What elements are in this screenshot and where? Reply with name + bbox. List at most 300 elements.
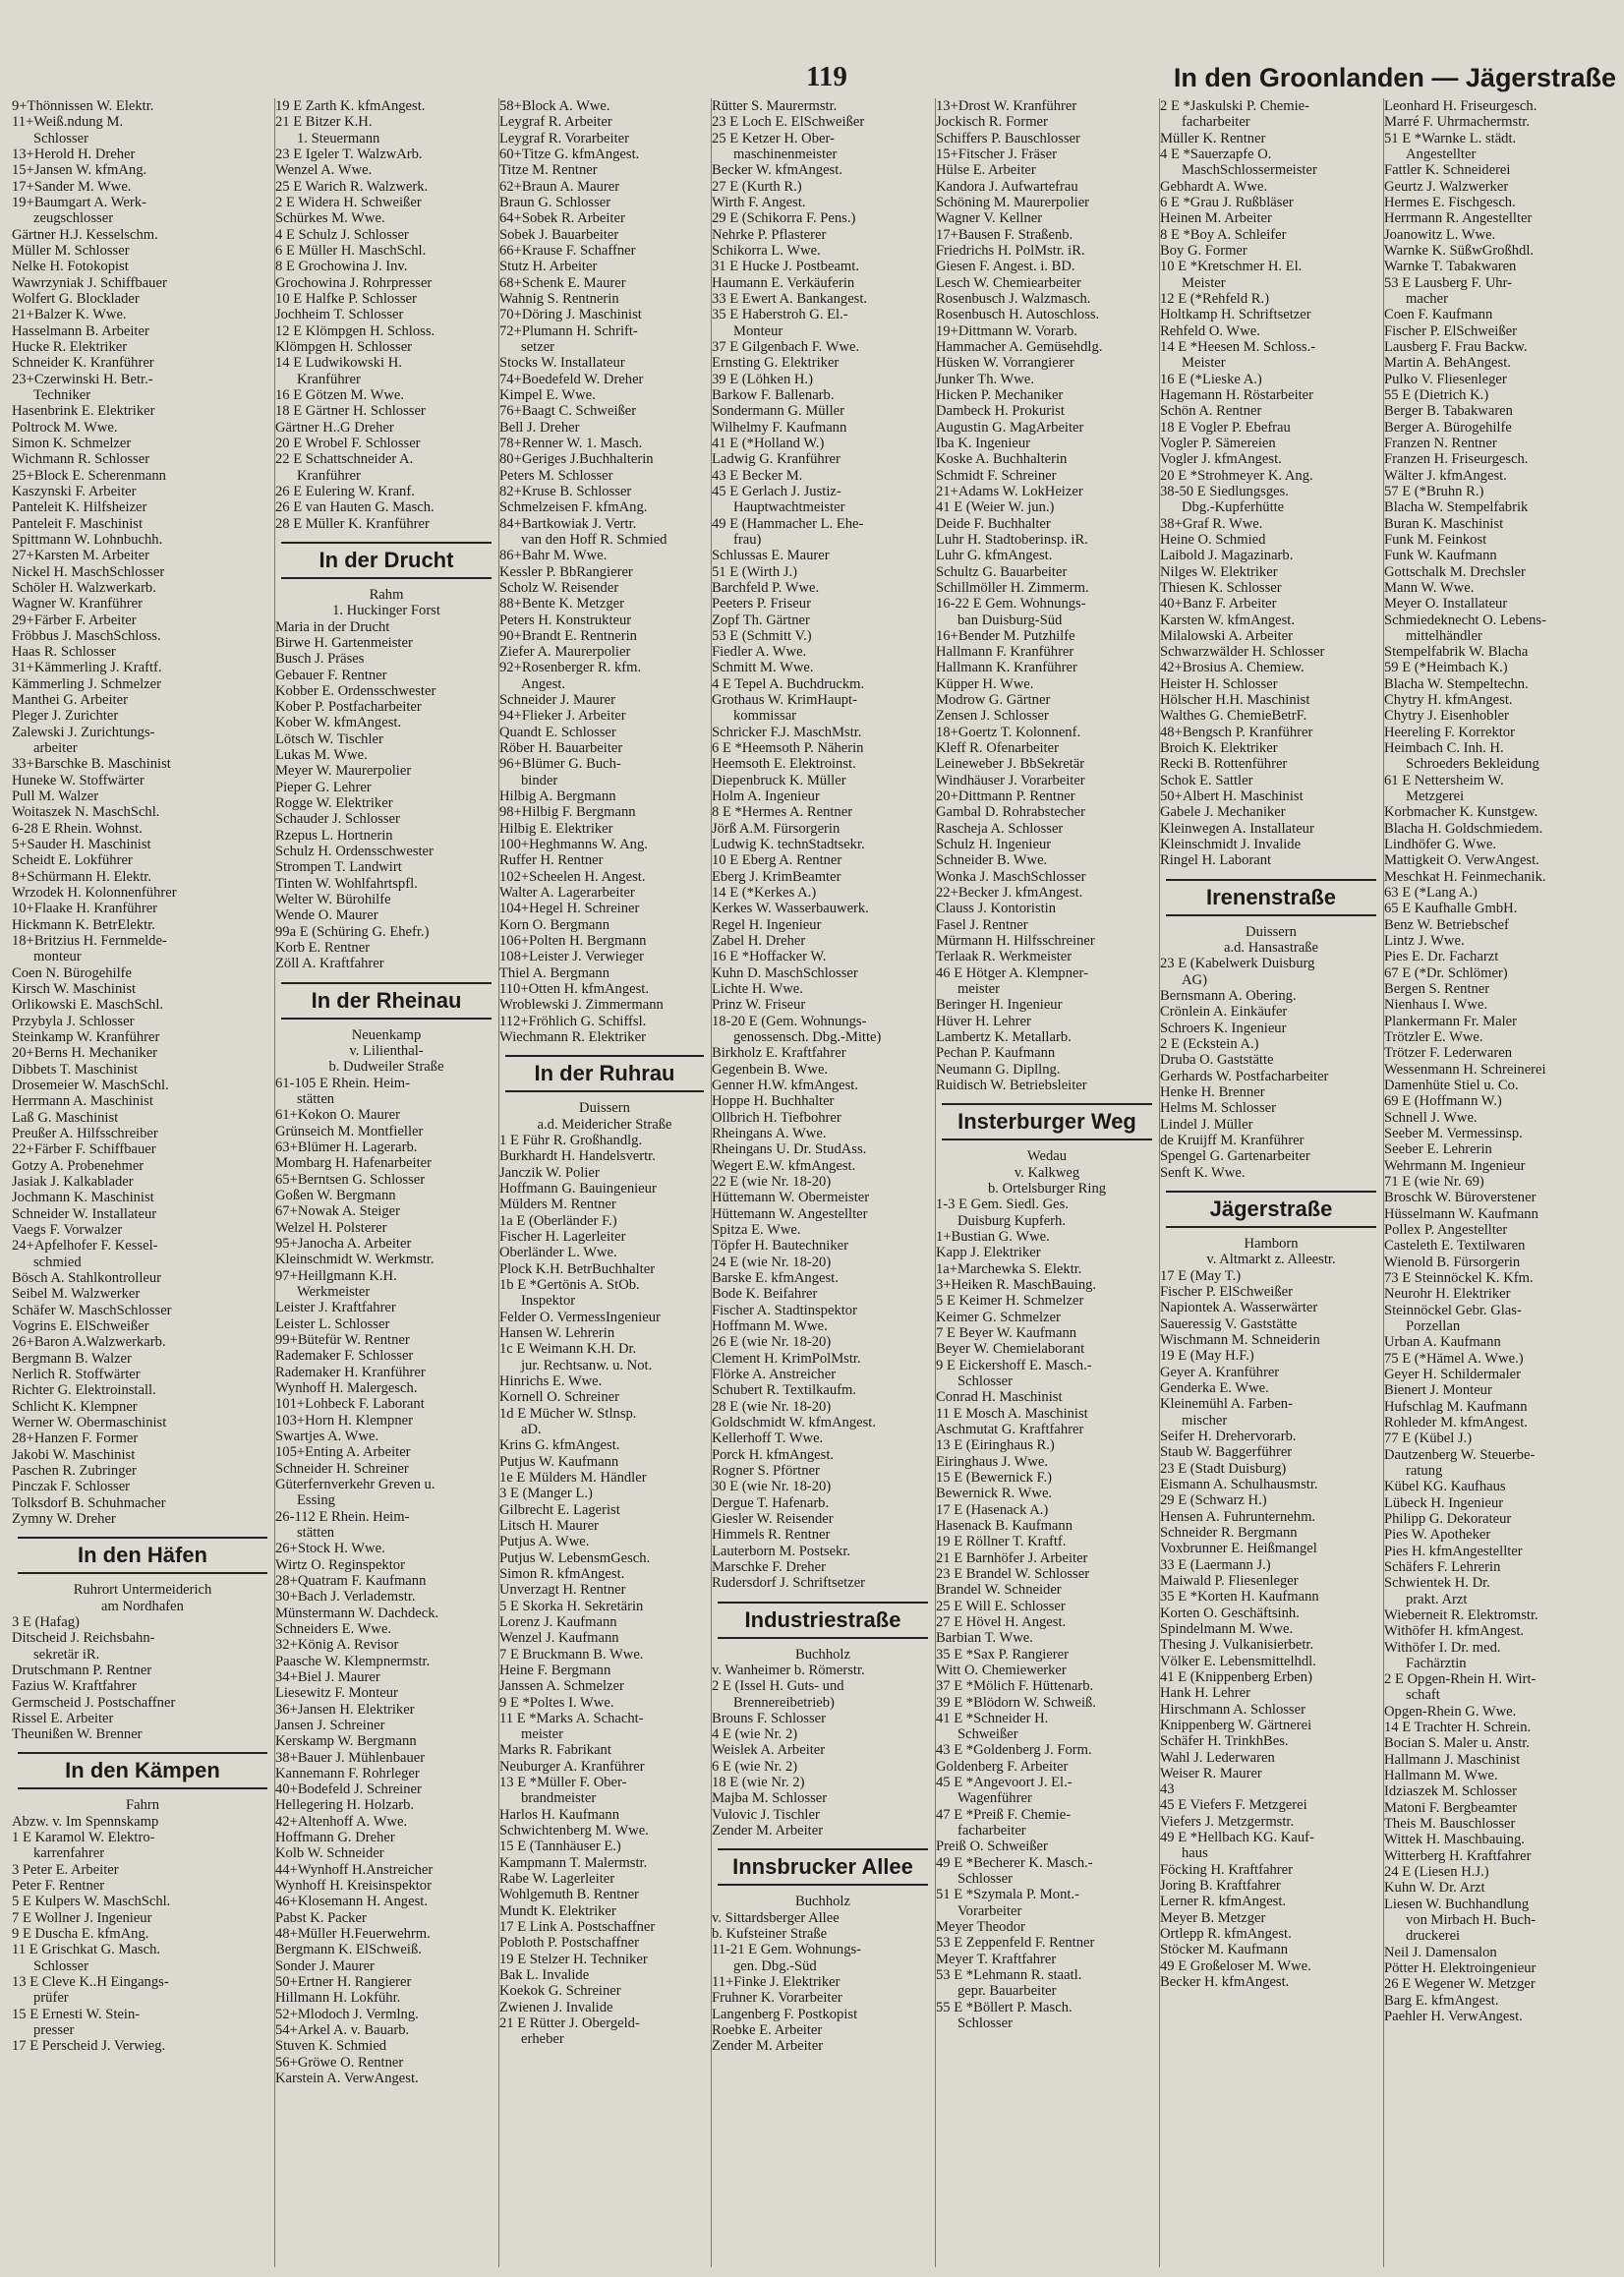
resident-entry: 37 E *Mölich F. Hüttenarb. [936,1678,1094,1695]
resident-entry: Wehrmann M. Ingenieur [1384,1157,1526,1174]
resident-entry: 24 E (wie Nr. 18-20) [712,1254,832,1270]
resident-entry: Eberg J. KrimBeamter [712,868,841,885]
resident-entry: Poltrock M. Wwe. [12,419,118,436]
resident-entry: 19 E Stelzer H. Techniker [499,1951,648,1967]
resident-entry: Karsten W. kfmAngest. [1160,612,1296,628]
resident-entry: Pieper G. Lehrer [275,779,372,795]
resident-entry: Barg E. kfmAngest. [1384,1992,1499,2009]
resident-entry: Preußer A. Hilfsschreiber [12,1126,158,1141]
entry-continuation: Schweißer [957,1726,1018,1743]
resident-entry: Schok E. Sattler [1160,772,1253,788]
resident-entry: Lintz J. Wwe. [1384,933,1465,950]
resident-entry: Deide F. Buchhalter [936,515,1051,532]
resident-entry: 16 E Götzen M. Wwe. [275,386,405,403]
resident-entry: Holtkamp H. Schriftsetzer [1160,307,1311,323]
resident-entry: 75 E (*Hämel A. Wwe.) [1384,1350,1524,1367]
resident-entry: 5 E Keimer H. Schmelzer [936,1293,1084,1310]
resident-entry: Braun G. Schlosser [499,194,611,210]
resident-entry: 67 E (*Dr. Schlömer) [1384,964,1508,981]
resident-entry: 15+Fitscher J. Fräser [936,146,1057,162]
resident-entry: 45 E Viefers F. Metzgerei [1160,1797,1307,1814]
resident-entry: Eismann A. Schulhausmstr. [1160,1476,1318,1492]
resident-entry: Ruidisch W. Betriebsleiter [936,1078,1087,1094]
resident-entry: Rabe W. Lagerleiter [499,1871,615,1888]
resident-entry: Haas R. Schlosser [12,644,116,661]
street-location: Buchholz [795,1894,850,1910]
resident-entry: Milalowski A. Arbeiter [1160,627,1293,644]
resident-entry: 19 E (May H.F.) [1160,1348,1254,1365]
street-location: v. Kalkweg [1014,1164,1080,1181]
resident-entry: 106+Polten H. Bergmann [499,933,647,950]
resident-entry: Heine O. Schmied [1160,531,1266,548]
resident-entry: 10 E Eberg A. Rentner [712,852,842,869]
resident-entry: Rudersdorf J. Schriftsetzer [712,1575,866,1592]
resident-entry: Gärtner H..G Dreher [275,419,394,436]
resident-entry: Welter W. Bürohilfe [275,892,391,908]
resident-entry: Druba O. Gaststätte [1160,1052,1274,1069]
entry-continuation: Schlosser [957,2015,1013,2032]
resident-entry: 23 E Loch E. ElSchweißer [712,114,865,131]
resident-entry: 57 E (*Bruhn R.) [1384,483,1484,499]
resident-entry: Giesen F. Angest. i. BD. [936,259,1075,275]
resident-entry: 22 E Schattschneider A. [275,451,414,468]
resident-entry: Heereling F. Korrektor [1384,724,1515,740]
resident-entry: 69 E (Hoffmann W.) [1384,1093,1502,1110]
column-5 [936,98,1158,2267]
resident-entry: 49 E (Hammacher L. Ehe- [712,515,864,532]
resident-entry: 16-22 E Gem. Wohnungs- [936,596,1086,613]
resident-entry: Hasenbrink E. Elektriker [12,403,155,420]
resident-entry: 49 E *Becherer K. Masch.- [936,1854,1093,1871]
street-location: Buchholz [795,1646,850,1663]
resident-entry: Voxbrunner E. Heißmangel [1160,1541,1317,1557]
resident-entry: Pabst K. Packer [275,1909,367,1926]
resident-entry: Marré F. Uhrmachermstr. [1384,114,1530,131]
resident-entry: 19 E Röllner T. Kraftf. [936,1534,1067,1550]
resident-entry: Iba K. Ingenieur [936,435,1031,451]
resident-entry: Rissel E. Arbeiter [12,1710,114,1726]
entry-continuation: setzer [521,338,555,355]
resident-entry: Lausberg F. Frau Backw. [1384,338,1528,355]
resident-entry: Strompen T. Landwirt [275,859,402,876]
resident-entry: 61-105 E Rhein. Heim- [275,1075,410,1091]
resident-entry: Berger B. Tabakwaren [1384,403,1513,420]
resident-entry: 35 E *Korten H. Kaufmann [1160,1589,1319,1606]
resident-entry: Fischer A. Stadtinspektor [712,1302,857,1318]
resident-entry: 20 E Wrobel F. Schlosser [275,435,421,451]
resident-entry: Schäfers F. Lehrerin [1384,1558,1501,1575]
street-heading: In der Rheinau [281,982,492,1020]
entry-continuation: facharbeiter [957,1823,1026,1839]
resident-entry: Wagner V. Kellner [936,210,1043,227]
resident-entry: 14 E (*Kerkes A.) [712,885,817,902]
resident-entry: Peters H. Konstrukteur [499,612,632,628]
resident-entry: Peeters P. Friseur [712,596,811,613]
resident-entry: Scheidt E. Lokführer [12,852,133,869]
entry-continuation: stätten [297,1091,335,1108]
entry-continuation: ban Duisburg-Süd [957,612,1063,628]
resident-entry: Hüsselmann W. Kaufmann [1384,1205,1538,1222]
resident-entry: Thesing J. Vulkanisierbetr. [1160,1637,1314,1654]
resident-entry: Swartjes A. Wwe. [275,1428,379,1444]
resident-entry: 60+Titze G. kfmAngest. [499,146,640,162]
entry-continuation: sekretär iR. [33,1646,100,1663]
resident-entry: Orlikowski E. MaschSchl. [12,997,164,1014]
resident-entry: Schön A. Rentner [1160,403,1262,420]
resident-entry: Dautzenberg W. Steuerbe- [1384,1446,1536,1463]
resident-entry: 33+Barschke B. Maschinist [12,756,171,773]
resident-entry: Bocian S. Maler u. Anstr. [1384,1735,1530,1752]
resident-entry: Sondermann G. Müller [712,403,844,420]
resident-entry: Vogler P. Sämereien [1160,435,1276,451]
resident-entry: 11-21 E Gem. Wohnungs- [712,1942,862,1958]
resident-entry: Rademaker H. Kranführer [275,1364,426,1380]
resident-entry: 2 E (Eckstein A.) [1160,1036,1259,1053]
resident-entry: Benz W. Betriebschef [1384,916,1509,933]
resident-entry: 18 E (wie Nr. 2) [712,1775,805,1791]
resident-entry: Hölscher H.H. Maschinist [1160,692,1310,709]
resident-entry: Zalewski J. Zurichtungs- [12,724,155,740]
resident-entry: Gebauer F. Rentner [275,667,387,683]
resident-entry: Leonhard H. Friseurgesch. [1384,98,1537,114]
resident-entry: 15 E (Tannhäuser E.) [499,1839,621,1855]
resident-entry: Rheingans A. Wwe. [712,1126,827,1141]
entry-continuation: frau) [733,531,762,548]
resident-entry: 80+Geriges J.Buchhalterin [499,451,654,468]
resident-entry: Rütter S. Maurermstr. [712,98,838,114]
resident-entry: Gambal D. Rohrabstecher [936,804,1085,821]
resident-entry: Kolb W. Schneider [275,1845,384,1862]
resident-entry: 3 E (Hafag) [12,1613,80,1630]
resident-entry: Neuburger A. Kranführer [499,1758,645,1775]
resident-entry: Withöfer I. Dr. med. [1384,1639,1501,1656]
resident-entry: Busch J. Präses [275,651,365,668]
entry-continuation: genossensch. Dbg.-Mitte) [733,1029,882,1046]
resident-entry: Funk W. Kaufmann [1384,548,1497,564]
resident-entry: 66+Krause F. Schaffner [499,242,636,259]
resident-entry: 63 E (*Lang A.) [1384,885,1478,902]
resident-entry: Brouns F. Schlosser [712,1710,826,1726]
entry-continuation: Schroeders Bekleidung [1406,756,1539,773]
column-6 [1160,98,1382,2267]
resident-entry: 46+Klosemann H. Angest. [275,1894,428,1910]
resident-entry: 1d E Mücher W. Stlnsp. [499,1405,637,1422]
resident-entry: Wende O. Maurer [275,907,378,924]
resident-entry: 17+Sander M. Wwe. [12,178,132,195]
resident-entry: 31+Kämmerling J. Kraftf. [12,660,162,676]
resident-entry: Zender M. Arbeiter [712,1823,824,1839]
resident-entry: Vogrins E. ElSchweißer [12,1317,149,1334]
resident-entry: Chytry H. kfmAngest. [1384,692,1513,709]
resident-entry: Münstermann W. Dachdeck. [275,1605,439,1621]
resident-entry: Karstein A. VerwAngest. [275,2071,419,2087]
resident-entry: Warnke T. Tabakwaren [1384,259,1517,275]
resident-entry: Putjus A. Wwe. [499,1534,590,1550]
resident-entry: Majba M. Schlosser [712,1790,828,1807]
resident-entry: 22+Becker J. kfmAngest. [936,885,1083,902]
resident-entry: Geurtz J. Walzwerker [1384,178,1509,195]
resident-entry: 17 E Perscheid J. Verwieg. [12,2038,166,2055]
resident-entry: Hoppe H. Buchhalter [712,1093,835,1110]
resident-entry: Schikorra L. Wwe. [712,242,821,259]
resident-entry: 41 E (Weier W. jun.) [936,499,1055,516]
resident-entry: Barbian T. Wwe. [936,1630,1033,1647]
resident-entry: Trötzer F. Lederwaren [1384,1045,1512,1062]
resident-entry: Hüsken W. Vorrangierer [936,355,1074,372]
resident-entry: 11+Finke J. Elektriker [712,1974,841,1991]
resident-entry: Mundt K. Elektriker [499,1902,616,1919]
resident-entry: Pollex P. Angestellter [1384,1221,1508,1238]
resident-entry: Heinen M. Arbeiter [1160,210,1272,227]
resident-entry: Schneider J. Maurer [499,692,615,709]
resident-entry: Panteleit F. Maschinist [12,515,144,532]
column-rule [498,98,499,2267]
resident-entry: Wenzel A. Wwe. [275,162,373,179]
resident-entry: Junker Th. Wwe. [936,371,1034,387]
resident-entry: 29+Färber F. Arbeiter [12,612,137,628]
resident-entry: Kessler P. BbRangierer [499,563,633,580]
resident-entry: 26 E Eulering W. Kranf. [275,483,415,499]
resident-entry: Schmitt M. Wwe. [712,660,814,676]
resident-entry: Hicken P. Mechaniker [936,386,1064,403]
resident-entry: Felder O. VermessIngenieur [499,1309,661,1325]
resident-entry: Stuven K. Schmied [275,2038,387,2055]
resident-entry: Kellerhoff T. Wwe. [712,1430,824,1447]
resident-entry: 30+Bach J. Verlademstr. [275,1589,416,1606]
resident-entry: Jasiak J. Kalkablader [12,1173,134,1190]
resident-entry: Nilges W. Elektriker [1160,563,1278,580]
resident-entry: 67+Nowak A. Steiger [275,1203,400,1220]
resident-entry: Rosenbusch H. Autoschloss. [936,307,1100,323]
resident-entry: 73 E Steinnöckel K. Kfm. [1384,1269,1534,1286]
resident-entry: Rehfeld O. Wwe. [1160,322,1260,339]
resident-entry: 28 E Müller K. Kranführer [275,515,430,532]
resident-entry: Seeber M. Vermessinsp. [1384,1126,1523,1141]
column-1 [12,98,273,2267]
resident-entry: Regel H. Ingenieur [712,916,822,933]
resident-entry: Broich K. Elektriker [1160,740,1278,757]
resident-entry: Bergen S. Rentner [1384,981,1490,998]
resident-entry: Putjus W. Kaufmann [499,1453,619,1470]
resident-entry: 16 E *Hoffacker W. [712,949,827,965]
resident-entry: Matoni F. Bergbeamter [1384,1799,1518,1816]
street-heading: Irenenstraße [1166,879,1376,916]
resident-entry: Hickmann K. BetrElektr. [12,916,155,933]
resident-entry: Schäfer H. TrinkhBes. [1160,1733,1289,1750]
street-heading: Industriestraße [718,1602,928,1639]
resident-entry: 100+Heghmanns W. Ang. [499,837,648,853]
resident-entry: 13 E *Müller F. Ober- [499,1775,627,1791]
resident-entry: 88+Bente K. Metzger [499,596,624,613]
resident-entry: Lindhöfer G. Wwe. [1384,837,1497,853]
resident-entry: Senft K. Wwe. [1160,1164,1246,1181]
resident-entry: 18 E Gärtner H. Schlosser [275,403,426,420]
resident-entry: 6 E *Heemsoth P. Näherin [712,740,864,757]
entry-continuation: schmied [33,1254,82,1270]
entry-continuation: Inspektor [521,1293,576,1310]
resident-entry: 42+Altenhoff A. Wwe. [275,1813,408,1830]
resident-entry: Bergmann B. Walzer [12,1350,132,1367]
resident-entry: 43 [1160,1781,1175,1798]
resident-entry: Prinz W. Friseur [712,997,806,1014]
resident-entry: Brandel W. Schneider [936,1582,1062,1599]
resident-entry: Kleinschmidt J. Invalide [1160,837,1302,853]
resident-entry: Unverzagt H. Rentner [499,1582,626,1599]
resident-entry: 2 E Opgen-Rhein H. Wirt- [1384,1671,1537,1688]
resident-entry: Zender M. Arbeiter [712,2038,824,2055]
resident-entry: 8 E *Hermes A. Rentner [712,804,853,821]
resident-entry: Flörke A. Anstreicher [712,1366,837,1382]
entry-continuation: presser [33,2022,75,2039]
resident-entry: 2 E *Jaskulski P. Chemie- [1160,98,1310,114]
resident-entry: Güterfernverkehr Greven u. [275,1476,435,1492]
resident-entry: 61 E Nettersheim W. [1384,772,1504,788]
resident-entry: 25+Block E. Scherenmann [12,467,166,484]
resident-entry: 29 E (Schwarz H.) [1160,1492,1267,1509]
street-location: a.d. Hansastraße [1223,940,1319,957]
resident-entry: 20+Berns H. Mechaniker [12,1045,158,1062]
resident-entry: 28 E (wie Nr. 18-20) [712,1398,832,1415]
resident-entry: 86+Bahr M. Wwe. [499,548,608,564]
resident-entry: Broschk W. Büroverstener [1384,1190,1537,1206]
resident-entry: 8 E Grochowina J. Inv. [275,259,408,275]
resident-entry: Witt O. Chemiewerker [936,1662,1067,1678]
resident-entry: Dambeck H. Prokurist [936,403,1065,420]
resident-entry: 48+Bengsch P. Kranführer [1160,724,1313,740]
entry-continuation: Kranführer [297,467,361,484]
entry-continuation: Vorarbeiter [957,1902,1022,1919]
resident-entry: Meyer O. Installateur [1384,596,1508,613]
resident-entry: 44+Wynhoff H.Anstreicher [275,1861,434,1878]
resident-entry: Schlussas E. Maurer [712,548,830,564]
resident-entry: Zensen J. Schlosser [936,708,1049,725]
resident-entry: 23 E Igeler T. WalzwArb. [275,146,423,162]
resident-entry: Berger A. Bürogehilfe [1384,419,1512,436]
entry-continuation: arbeiter [33,740,78,757]
resident-entry: Hagemann H. Röstarbeiter [1160,386,1314,403]
resident-entry: Hank H. Lehrer [1160,1685,1250,1702]
resident-entry: Kleinschmidt W. Werkmstr. [275,1252,435,1268]
resident-entry: Porck H. kfmAngest. [712,1446,835,1463]
resident-entry: 63+Blümer H. Lagerarb. [275,1139,418,1156]
entry-continuation: binder [521,772,558,788]
resident-entry: Bode K. Beifahrer [712,1286,818,1303]
resident-entry: 26-112 E Rhein. Heim- [275,1508,410,1525]
resident-entry: Spitza E. Wwe. [712,1221,801,1238]
resident-entry: Jansen J. Schreiner [275,1717,385,1733]
resident-entry: Schricker F.J. MaschMstr. [712,724,862,740]
resident-entry: Spindelmann M. Wwe. [1160,1620,1294,1637]
resident-entry: Heimbach C. Inh. H. [1384,740,1504,757]
street-location: Fahrn [125,1797,160,1814]
resident-entry: 5 E Skorka H. Sekretärin [499,1598,644,1614]
street-heading: In der Ruhrau [505,1055,704,1092]
resident-entry: Walthes G. ChemieBetrF. [1160,708,1307,725]
resident-entry: 17 E (Hasenack A.) [936,1501,1049,1518]
resident-entry: 8 E *Boy A. Schleifer [1160,226,1287,243]
street-location: Duissern [1246,923,1297,940]
resident-entry: 51 E *Warnke L. städt. [1384,130,1517,146]
resident-entry: 1a+Marchewka S. Elektr. [936,1260,1082,1277]
resident-entry: Heine F. Bergmann [499,1662,611,1678]
resident-entry: 1c E Weimann K.H. Dr. [499,1341,637,1358]
resident-entry: Theis M. Bauschlosser [1384,1816,1516,1833]
resident-entry: 47 E *Preiß F. Chemie- [936,1806,1072,1823]
resident-entry: 72+Plumann H. Schrift- [499,322,638,339]
resident-entry: Theunißen W. Brenner [12,1726,143,1743]
resident-entry: Neurohr H. Elektriker [1384,1286,1511,1303]
resident-entry: Przybyla J. Schlosser [12,1013,135,1029]
entry-continuation: Schlosser [33,1957,88,1974]
resident-entry: 36+Jansen H. Elektriker [275,1701,415,1718]
resident-entry: Keimer G. Schmelzer [936,1309,1061,1325]
resident-entry: Bell J. Dreher [499,419,580,436]
resident-entry: Ollbrich H. Tiefbohrer [712,1109,841,1126]
resident-entry: Wroblewski J. Zimmermann [499,997,664,1014]
resident-entry: Bergmann K. ElSchweiß. [275,1942,422,1958]
resident-entry: 13 E Cleve K..H Eingangs- [12,1974,169,1991]
entry-continuation: karrenfahrer [33,1845,105,1862]
resident-entry: Rosenbusch J. Walzmasch. [936,290,1091,307]
resident-entry: 40+Bodefeld J. Schreiner [275,1781,422,1798]
street-location: 1. Huckinger Forst [332,603,440,619]
resident-entry: Huneke W. Stoffwärter [12,772,145,788]
resident-entry: Scholz W. Reisender [499,579,619,596]
entry-continuation: van den Hoff R. Schmied [521,531,667,548]
resident-entry: 2 E (Issel H. Guts- und [712,1678,844,1695]
resident-entry: Gabele J. Mechaniker [1160,804,1286,821]
resident-entry: 19+Dittmann W. Vorarb. [936,322,1077,339]
resident-entry: Dibbets T. Maschinist [12,1061,138,1078]
resident-entry: 53 E Zeppenfeld F. Rentner [936,1935,1095,1952]
resident-entry: Becker W. kfmAngest. [712,162,842,179]
resident-entry: 16 E (*Lieske A.) [1160,371,1262,387]
resident-entry: Schulz H. Ordensschwester [275,844,434,860]
resident-entry: v. Wanheimer b. Römerstr. [712,1662,865,1678]
resident-entry: 7 E Wollner J. Ingenieur [12,1909,152,1926]
resident-entry: Kannemann F. Rohrleger [275,1765,420,1781]
resident-entry: 17 E Link A. Postschaffner [499,1919,656,1936]
resident-entry: 41 E (Knippenberg Erben) [1160,1668,1312,1685]
resident-entry: Knippenberg W. Gärtnerei [1160,1717,1312,1733]
entry-continuation: Angestellter [1406,146,1477,162]
entry-continuation: Wagenführer [957,1790,1032,1807]
resident-entry: Grünseich M. Montfieller [275,1123,424,1139]
resident-entry: Bak L. Invalide [499,1967,590,1984]
resident-entry: 1e E Mülders M. Händler [499,1469,647,1486]
street-location: am Nordhafen [101,1598,184,1614]
resident-entry: Wagner W. Kranführer [12,596,143,613]
resident-entry: 30 E (wie Nr. 18-20) [712,1479,832,1495]
entry-continuation: gen. Dbg.-Süd [733,1957,817,1974]
resident-entry: 23 E (Kabelwerk Duisburg [1160,956,1315,972]
resident-entry: 42+Brosius A. Chemiew. [1160,660,1305,676]
resident-entry: Stutz H. Arbeiter [499,259,598,275]
resident-entry: Wrzodek H. Kolonnenführer [12,885,177,902]
resident-entry: Geyer H. Schildermaler [1384,1366,1521,1382]
resident-entry: Haumann E. Verkäuferin [712,274,855,291]
resident-entry: Kampmann T. Malermstr. [499,1854,648,1871]
resident-entry: Simon R. kfmAngest. [499,1565,625,1582]
resident-entry: 32+König A. Revisor [275,1637,399,1654]
resident-entry: Sobek J. Bauarbeiter [499,226,619,243]
resident-entry: Kapp J. Elektriker [936,1245,1041,1261]
resident-entry: 24 E (Liesen H.J.) [1384,1864,1489,1881]
resident-entry: Preiß O. Schweißer [936,1839,1048,1855]
resident-entry: 51 E *Szymala P. Mont.- [936,1887,1079,1903]
resident-entry: Burkhardt H. Handelsvertr. [499,1148,656,1165]
resident-entry: Sonder J. Maurer [275,1957,375,1974]
